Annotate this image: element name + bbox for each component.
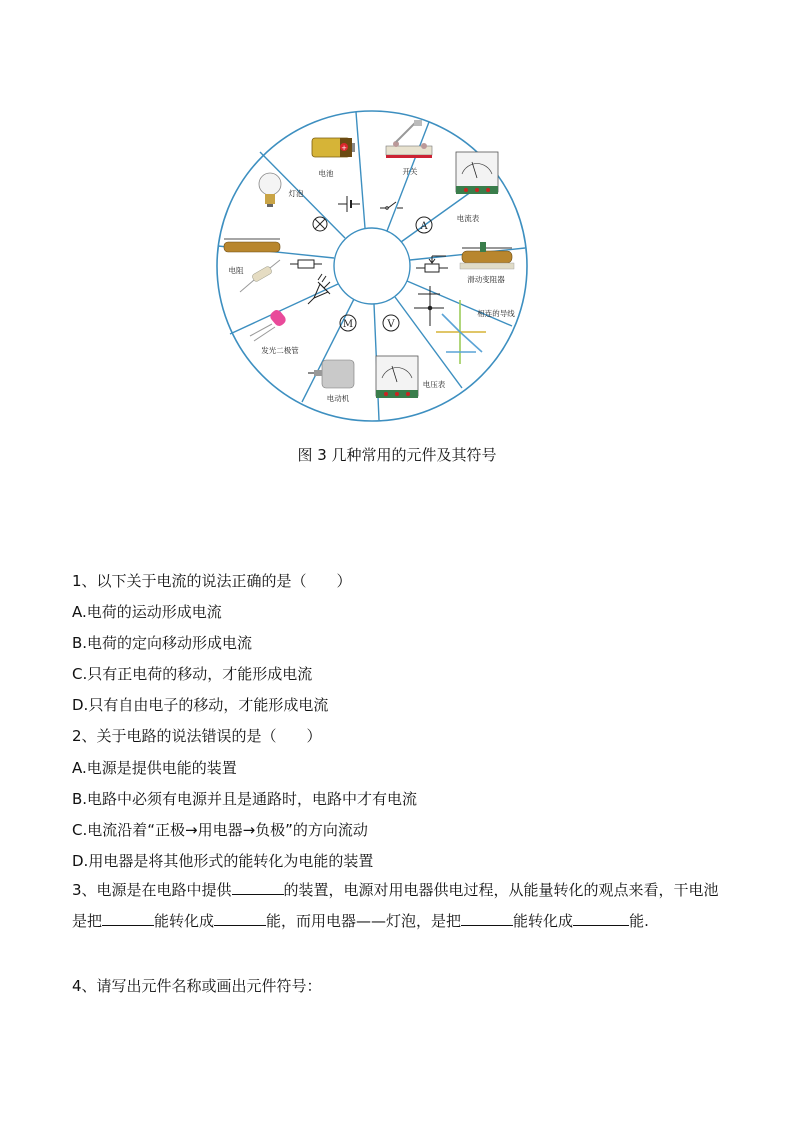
label-motor: 电动机 [326,394,350,403]
battery-picture [312,138,355,157]
label-connected-wires [477,308,515,318]
svg-text:+: + [341,144,347,152]
q3-blank-4[interactable] [461,911,513,926]
q3-blank-2[interactable] [102,911,154,926]
q3-blank-5[interactable] [573,911,629,926]
q3-part-5: 能转化成 [513,912,574,930]
inner-ring [334,228,410,304]
q1-option-d: D.只有自由电子的移动，才能形成电流 [72,696,329,714]
label-ammeter: 电流表 [456,214,480,223]
q3-part-3: 能转化成 [154,912,215,930]
q2-stem: 2、关于电路的说法错误的是（ ） [72,727,322,745]
q1-stem: 1、以下关于电流的说法正确的是（ ） [72,572,352,590]
label-led: 发光二极管 [261,346,299,355]
figure-caption: 图 3 几种常用的元件及其符号 [297,446,497,464]
q3-blank-1[interactable] [232,880,284,895]
q3-part-1: 3、电源是在电路中提供 [72,881,232,899]
label-switch: 开关 [402,167,418,176]
q3-blank-3[interactable] [214,911,266,926]
voltmeter-symbol-letter: V [387,319,395,330]
q2-option-b: B.电路中必须有电源并且是通路时，电路中才有电流 [72,790,418,808]
q3-part-6: 能. [629,912,649,930]
connected-wires-text: 相连的导线 [477,309,515,318]
q3-paragraph [72,875,726,937]
components-wheel-figure [214,108,530,424]
q1-option-a: A.电荷的运动形成电流 [72,603,222,621]
q1-option-b: B.电荷的定向移动形成电流 [72,634,253,652]
q2-option-c: C.电流沿着“正极→用电器→负极”的方向流动 [72,821,368,839]
q4-stem: 4、请写出元件名称或画出元件符号： [72,977,322,995]
label-rheostat: 滑动变阻器 [467,275,505,284]
q2-option-a: A.电源是提供电能的装置 [72,759,237,777]
ammeter-symbol-letter: A [420,221,428,232]
label-voltmeter: 电压表 [422,380,446,389]
ammeter-picture [456,152,498,194]
label-bulb: 灯泡 [288,189,304,198]
motor-symbol-letter: M [342,319,354,330]
q1-option-c: C.只有正电荷的移动，才能形成电流 [72,665,313,683]
label-resistor: 电阻 [228,266,244,275]
label-battery: 电池 [318,169,334,178]
q3-part-4: 能，而用电器——灯泡，是把 [266,912,462,930]
voltmeter-picture [376,356,418,398]
q3-part-2: 的装置，电源对用电器供电过程，从能量转化的观点来看，干电池是把 [72,881,719,930]
q2-option-d: D.用电器是将其他形式的能转化为电能的装置 [72,852,374,870]
